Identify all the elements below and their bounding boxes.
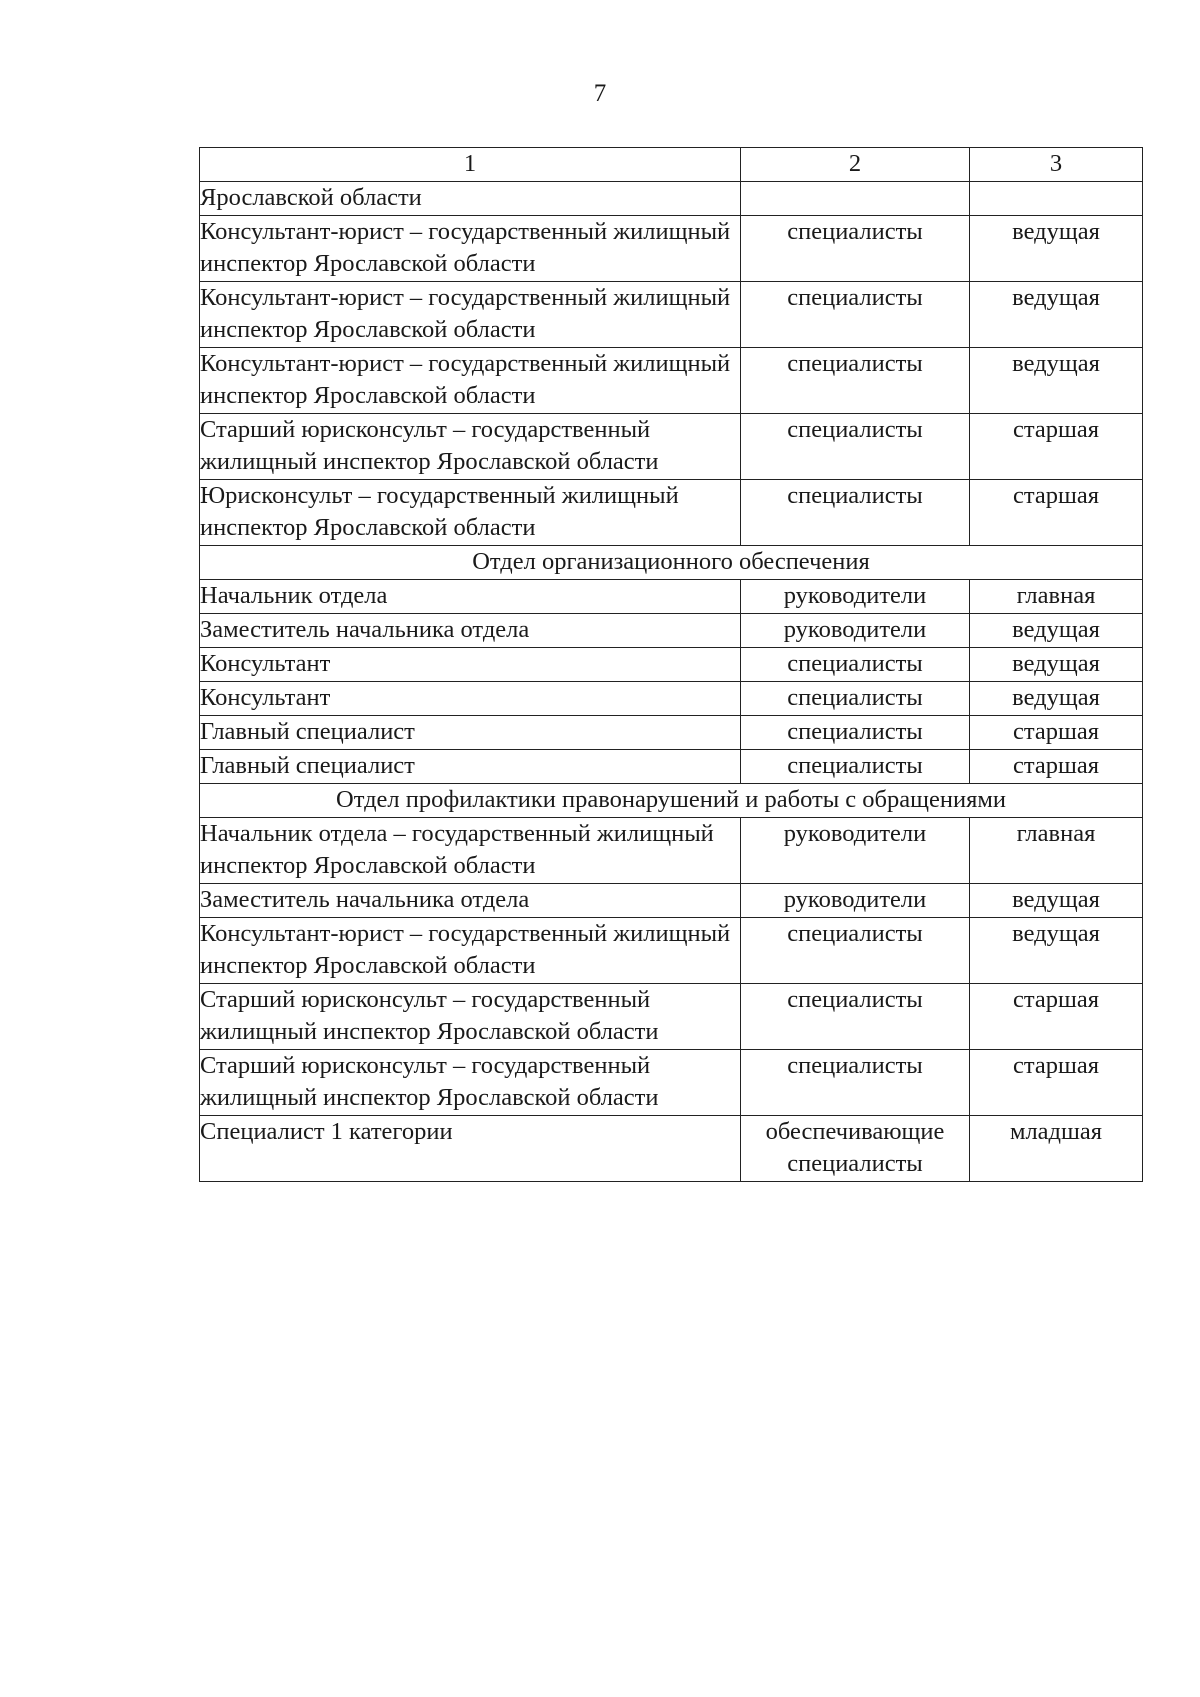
position-category-cell: старшая bbox=[970, 414, 1143, 480]
column-header-1: 1 bbox=[200, 148, 741, 182]
position-name-cell: Консультант-юрист – государственный жилищный инспектор Ярославской области bbox=[200, 282, 741, 348]
position-category-cell: старшая bbox=[970, 750, 1143, 784]
position-category-cell: главная bbox=[970, 580, 1143, 614]
position-name-cell: Заместитель начальника отдела bbox=[200, 614, 741, 648]
column-header-2: 2 bbox=[741, 148, 970, 182]
table-row bbox=[200, 818, 1143, 884]
table-row bbox=[200, 216, 1143, 282]
position-name-cell: Консультант-юрист – государственный жилищный инспектор Ярославской области bbox=[200, 216, 741, 282]
position-group-cell bbox=[741, 182, 970, 216]
table-row bbox=[200, 716, 1143, 750]
position-category-cell: ведущая bbox=[970, 884, 1143, 918]
position-group-cell: руководители bbox=[741, 818, 970, 884]
position-category-cell: старшая bbox=[970, 716, 1143, 750]
position-category-cell bbox=[970, 182, 1143, 216]
position-name-cell: Главный специалист bbox=[200, 750, 741, 784]
position-group-cell: специалисты bbox=[741, 750, 970, 784]
position-group-cell: специалисты bbox=[741, 1050, 970, 1116]
position-name-cell: Юрисконсульт – государственный жилищный инспектор Ярославской области bbox=[200, 480, 741, 546]
section-title: Отдел профилактики правонарушений и работы с обращениями bbox=[200, 784, 1143, 818]
position-category-cell: старшая bbox=[970, 984, 1143, 1050]
position-group-cell: специалисты bbox=[741, 984, 970, 1050]
table-row bbox=[200, 918, 1143, 984]
position-category-cell: ведущая bbox=[970, 918, 1143, 984]
section-title: Отдел организационного обеспечения bbox=[200, 546, 1143, 580]
position-category-cell: главная bbox=[970, 818, 1143, 884]
position-name-cell: Консультант bbox=[200, 648, 741, 682]
section-row bbox=[200, 784, 1143, 818]
positions-table bbox=[199, 147, 1143, 1182]
position-group-cell: специалисты bbox=[741, 480, 970, 546]
column-header-3: 3 bbox=[970, 148, 1143, 182]
table-row bbox=[200, 614, 1143, 648]
position-name-cell: Консультант-юрист – государственный жилищный инспектор Ярославской области bbox=[200, 348, 741, 414]
position-name-cell: Консультант bbox=[200, 682, 741, 716]
table-row bbox=[200, 580, 1143, 614]
position-category-cell: старшая bbox=[970, 480, 1143, 546]
position-group-cell: руководители bbox=[741, 614, 970, 648]
position-name-cell: Начальник отдела – государственный жилищный инспектор Ярославской области bbox=[200, 818, 741, 884]
table-row bbox=[200, 480, 1143, 546]
table-body bbox=[200, 182, 1143, 1182]
position-name-cell: Заместитель начальника отдела bbox=[200, 884, 741, 918]
position-group-cell: специалисты bbox=[741, 682, 970, 716]
position-name-cell: Главный специалист bbox=[200, 716, 741, 750]
page-number: 7 bbox=[593, 80, 607, 107]
table-row bbox=[200, 414, 1143, 480]
position-group-cell: специалисты bbox=[741, 282, 970, 348]
position-category-cell: младшая bbox=[970, 1116, 1143, 1182]
position-group-cell: специалисты bbox=[741, 918, 970, 984]
position-category-cell: ведущая bbox=[970, 348, 1143, 414]
position-name-cell: Старший юрисконсульт – государственный жилищный инспектор Ярославской области bbox=[200, 984, 741, 1050]
position-group-cell: руководители bbox=[741, 884, 970, 918]
position-name-cell: Консультант-юрист – государственный жилищный инспектор Ярославской области bbox=[200, 918, 741, 984]
table-row bbox=[200, 884, 1143, 918]
position-category-cell: ведущая bbox=[970, 282, 1143, 348]
position-name-cell: Старший юрисконсульт – государственный жилищный инспектор Ярославской области bbox=[200, 414, 741, 480]
position-name-cell: Старший юрисконсульт – государственный жилищный инспектор Ярославской области bbox=[200, 1050, 741, 1116]
position-category-cell: ведущая bbox=[970, 648, 1143, 682]
table-row bbox=[200, 682, 1143, 716]
position-name-cell: Начальник отдела bbox=[200, 580, 741, 614]
header-row bbox=[200, 148, 1143, 182]
section-row bbox=[200, 546, 1143, 580]
position-group-cell: специалисты bbox=[741, 414, 970, 480]
position-group-cell: руководители bbox=[741, 580, 970, 614]
table-row bbox=[200, 282, 1143, 348]
table-row bbox=[200, 1116, 1143, 1182]
position-group-cell: специалисты bbox=[741, 716, 970, 750]
table-row bbox=[200, 1050, 1143, 1116]
position-name-cell: Специалист 1 категории bbox=[200, 1116, 741, 1182]
position-name-cell: Ярославской области bbox=[200, 182, 741, 216]
table-row bbox=[200, 750, 1143, 784]
table-row bbox=[200, 348, 1143, 414]
position-category-cell: старшая bbox=[970, 1050, 1143, 1116]
position-group-cell: специалисты bbox=[741, 348, 970, 414]
position-group-cell: обеспечивающие специалисты bbox=[741, 1116, 970, 1182]
position-group-cell: специалисты bbox=[741, 648, 970, 682]
table-row bbox=[200, 984, 1143, 1050]
table-row bbox=[200, 648, 1143, 682]
position-category-cell: ведущая bbox=[970, 614, 1143, 648]
position-category-cell: ведущая bbox=[970, 682, 1143, 716]
position-category-cell: ведущая bbox=[970, 216, 1143, 282]
table-row bbox=[200, 182, 1143, 216]
position-group-cell: специалисты bbox=[741, 216, 970, 282]
